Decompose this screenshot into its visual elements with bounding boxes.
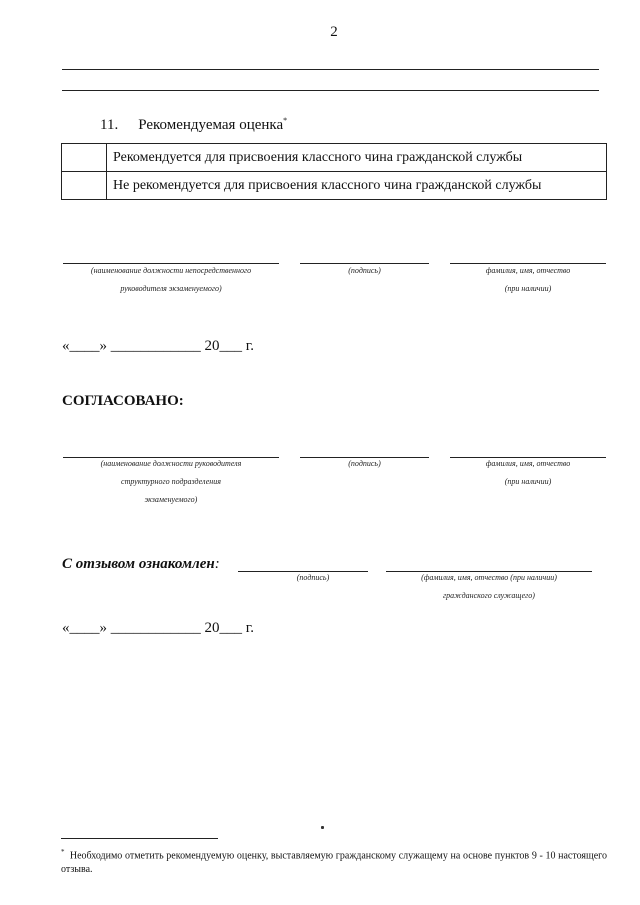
section-number: 11. (100, 117, 119, 133)
recommendation-table (61, 143, 607, 200)
page-number: 2 (330, 24, 338, 40)
table-row (62, 172, 607, 200)
not-recommend-checkbox-cell[interactable] (62, 172, 107, 200)
employee-signature-caption: (подпись) (296, 573, 330, 582)
section-title: Рекомендуемая оценка (138, 117, 284, 133)
footnote-text: Необходимо отметить рекомендуемую оценку, выставляемую гражданскому служащему на основе пунктов 9 - 10 настоящего отзыва. (61, 850, 608, 876)
approval-title: СОГЛАСОВАНО: (62, 393, 184, 409)
section-heading (100, 116, 287, 134)
date-field-2[interactable]: «____» ____________ 20___ г. (62, 620, 254, 636)
employee-name-caption: (фамилия, имя, отчество (при наличии) гражданского служащего) (421, 573, 557, 600)
head-signature-caption: (подпись) (348, 459, 381, 468)
acknowledgement-title: С отзывом ознакомлен: (62, 556, 220, 572)
supervisor-signature-caption: (подпись) (348, 266, 381, 275)
head-name-caption: фамилия, имя, отчество (при наличии) (485, 459, 571, 486)
supervisor-position-caption: (наименование должности непосредственного руководителя экзаменуемого) (90, 266, 252, 293)
supervisor-name-caption: фамилия, имя, отчество (при наличии) (485, 266, 571, 293)
blank-line-2 (62, 90, 599, 91)
not-recommend-option-label: Не рекомендуется для присвоения классного чина гражданской службы (107, 172, 607, 200)
footnote (61, 845, 607, 877)
date-field-1[interactable]: «____» ____________ 20___ г. (62, 338, 254, 354)
blank-line-1 (62, 69, 599, 70)
scan-speck (321, 826, 324, 829)
section-footnote-mark: * (283, 116, 288, 125)
head-position-caption: (наименование должности руководителя структурного подразделения экзаменуемого) (100, 459, 242, 504)
footnote-mark: * (61, 848, 65, 856)
recommend-option-label: Рекомендуется для присвоения классного чина гражданской службы (107, 144, 607, 172)
recommend-checkbox-cell[interactable] (62, 144, 107, 172)
table-row (62, 144, 607, 172)
footnote-separator (61, 838, 218, 839)
